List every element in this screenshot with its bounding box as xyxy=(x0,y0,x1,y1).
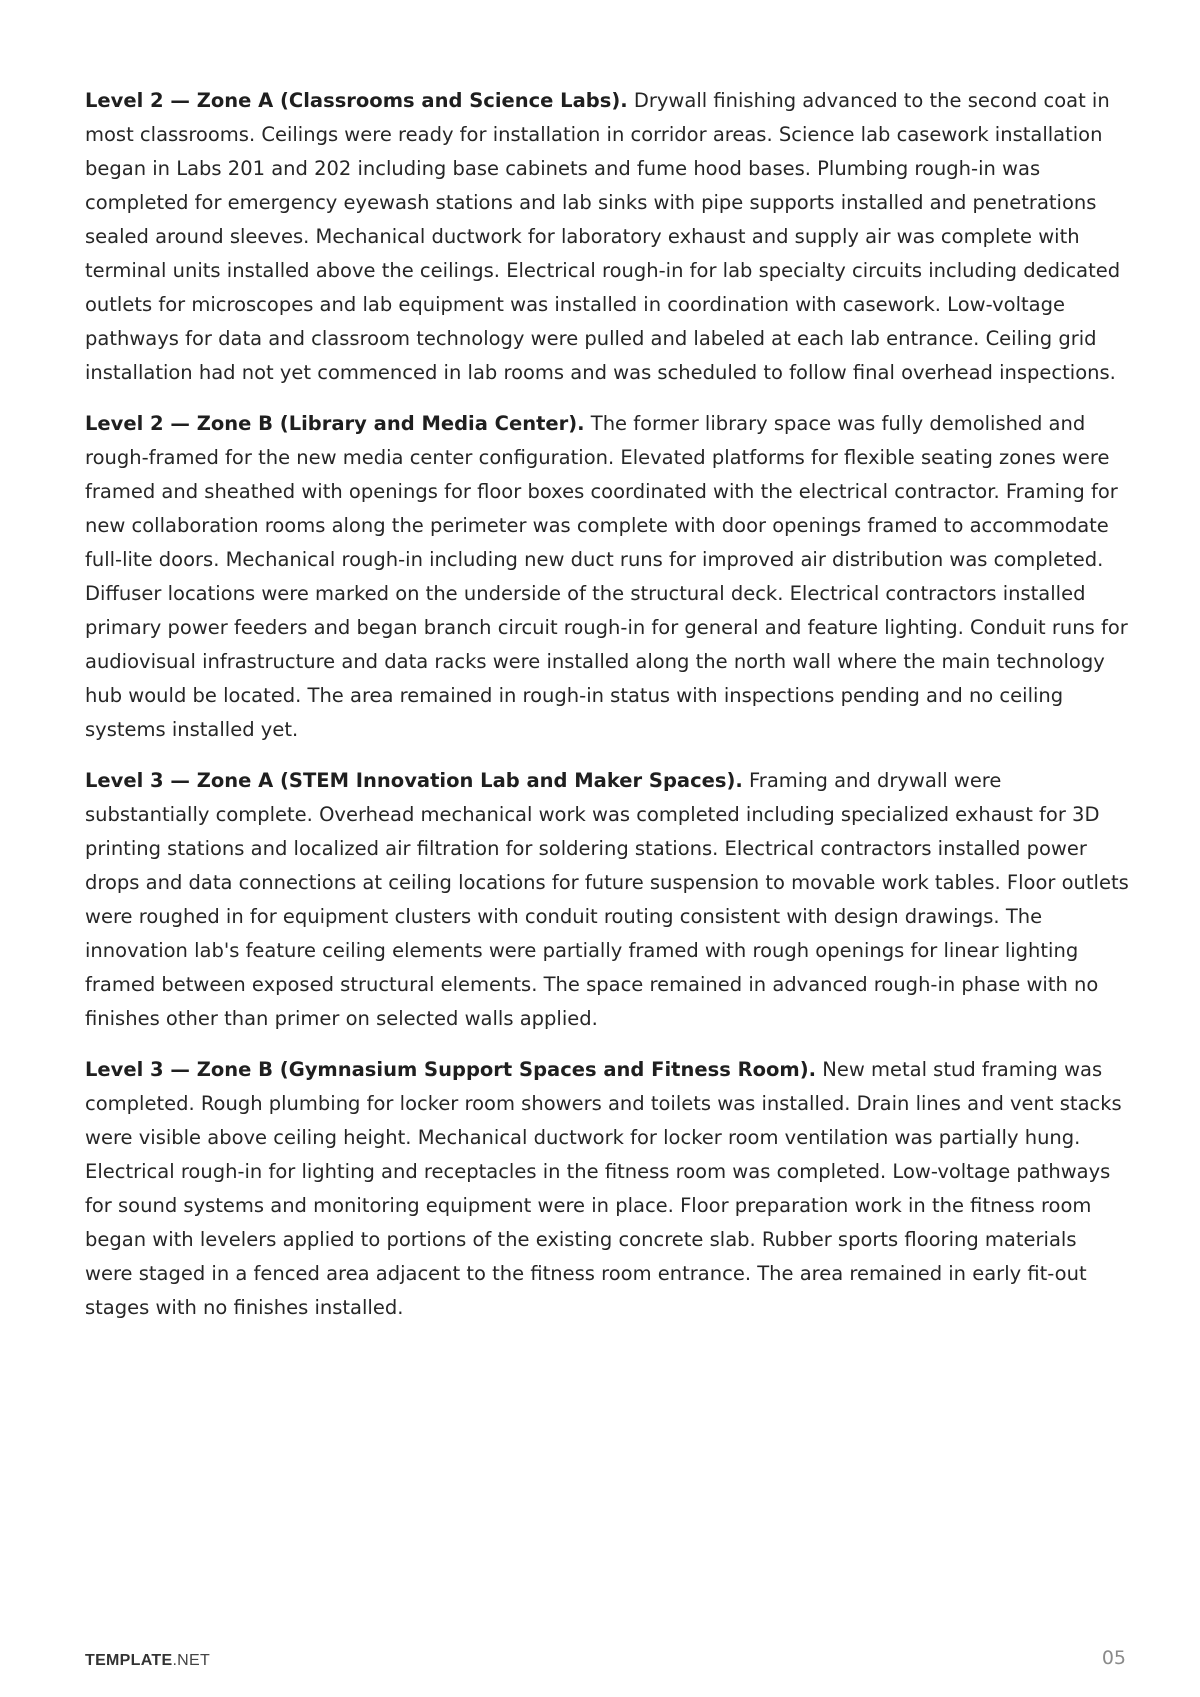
paragraph-text: Framing and drywall were substantially complete. Overhead mechanical work was completed including specialized exhaust for 3D printing stations and localized air filtration for soldering stations. Electrical contractors installed power drops and data connections at ceiling locations for future suspension to movable work tables. Floor outlets were roughed in for equipment clusters with conduit routing consistent with design drawings. The innovation lab's feature ceiling elements were partially framed with rough openings for linear lighting framed between exposed structural elements. The space remained in advanced rough-in phase with no finishes other than primer on selected walls applied. xyxy=(85,769,1129,1030)
paragraph-text: Drywall finishing advanced to the second coat in most classrooms. Ceilings were ready for installation in corridor areas. Science lab casework installation began in Labs 201 and 202 including base cabinets and fume hood bases. Plumbing rough-in was completed for emergency eyewash stations and lab sinks with pipe supports installed and penetrations sealed around sleeves. Mechanical ductwork for laboratory exhaust and supply air was complete with terminal units installed above the ceilings. Electrical rough-in for lab specialty circuits including dedicated outlets for microscopes and lab equipment was installed in coordination with casework. Low-voltage pathways for data and classroom technology were pulled and labeled at each lab entrance. Ceiling grid installation had not yet commenced in lab rooms and was scheduled to follow final overhead inspections. xyxy=(85,89,1121,384)
paragraph-heading: Level 3 — Zone A (STEM Innovation Lab and Maker Spaces). xyxy=(85,769,743,792)
paragraph-text: The former library space was fully demolished and rough-framed for the new media center configuration. Elevated platforms for flexible seating zones were framed and sheathed with openings for floor boxes coordinated with the electrical contractor. Framing for new collaboration rooms along the perimeter was complete with door openings framed to accommodate full-lite doors. Mechanical rough-in including new duct runs for improved air distribution was completed. Diffuser locations were marked on the underside of the structural deck. Electrical contractors installed primary power feeders and began branch circuit rough-in for general and feature lighting. Conduit runs for audiovisual infrastructure and data racks were installed along the north wall where the main technology hub would be located. The area remained in rough-in status with inspections pending and no ceiling systems installed yet. xyxy=(85,412,1128,741)
document-body xyxy=(85,84,1130,1342)
paragraph-level2-zone-a xyxy=(85,84,1130,390)
paragraph-heading: Level 2 — Zone A (Classrooms and Science Labs). xyxy=(85,89,628,112)
logo-main: TEMPLATE xyxy=(85,1652,173,1669)
paragraph-heading: Level 2 — Zone B (Library and Media Center). xyxy=(85,412,585,435)
paragraph-level2-zone-b xyxy=(85,407,1130,747)
paragraph-heading: Level 3 — Zone B (Gymnasium Support Spaces and Fitness Room). xyxy=(85,1058,817,1081)
paragraph-level3-zone-a xyxy=(85,764,1130,1036)
logo-suffix: .NET xyxy=(172,1652,211,1669)
footer-logo xyxy=(85,1652,210,1670)
paragraph-level3-zone-b xyxy=(85,1053,1130,1325)
paragraph-text: New metal stud framing was completed. Rough plumbing for locker room showers and toilets was installed. Drain lines and vent stacks were visible above ceiling height. Mechanical ductwork for locker room ventilation was partially hung. Electrical rough-in for lighting and receptacles in the fitness room was completed. Low-voltage pathways for sound systems and monitoring equipment were in place. Floor preparation work in the fitness room began with levelers applied to portions of the existing concrete slab. Rubber sports flooring materials were staged in a fenced area adjacent to the fitness room entrance. The area remained in early fit-out stages with no finishes installed. xyxy=(85,1058,1122,1319)
page-number: 05 xyxy=(1101,1647,1126,1669)
